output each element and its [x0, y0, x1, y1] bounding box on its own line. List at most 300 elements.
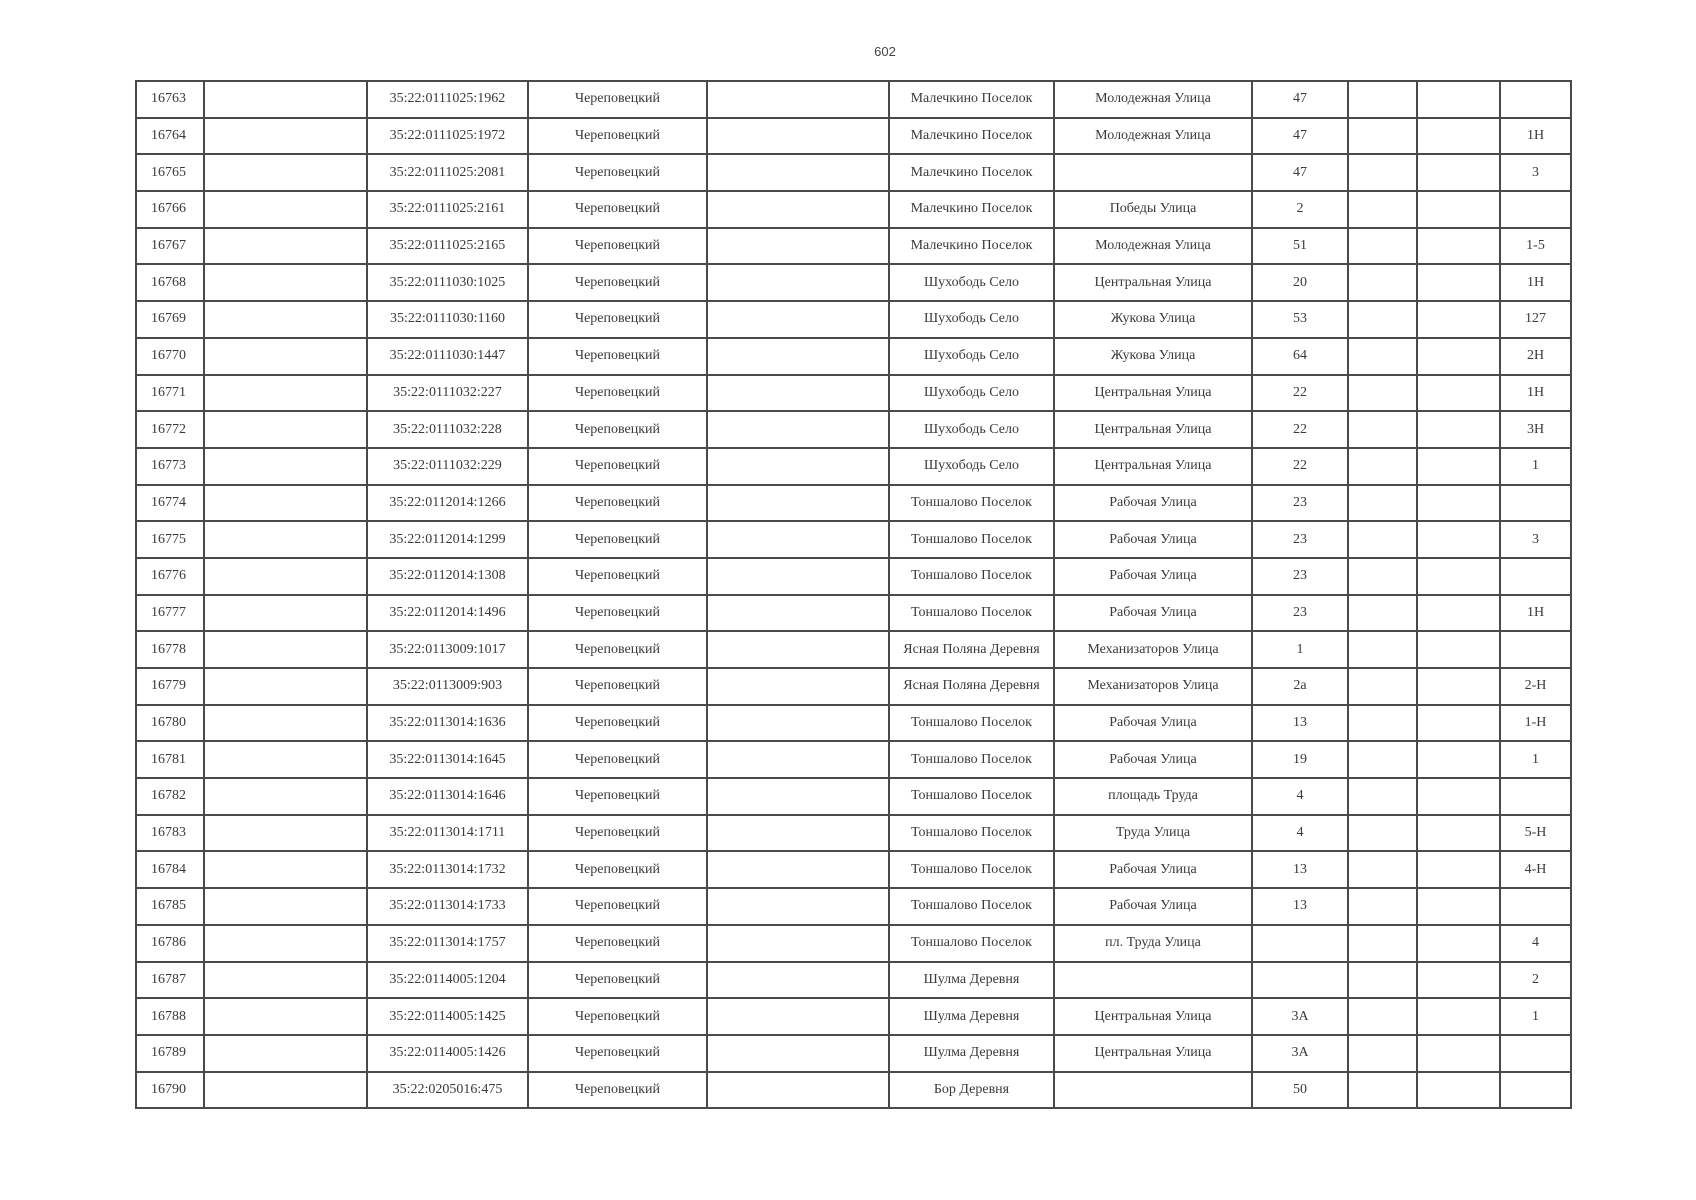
street-cell: Рабочая Улица — [1054, 888, 1252, 925]
house-number-cell: 53 — [1252, 301, 1348, 338]
house-number-cell — [1252, 925, 1348, 962]
table-row — [136, 264, 1571, 301]
empty-cell-5 — [707, 448, 889, 485]
house-number-cell — [1252, 962, 1348, 999]
cadastral-number-cell: 35:22:0113014:1711 — [367, 815, 528, 852]
empty-cell-2 — [204, 264, 367, 301]
record-number-cell: 16784 — [136, 851, 204, 888]
cadastral-number-cell: 35:22:0111025:2161 — [367, 191, 528, 228]
empty-cell-9 — [1348, 228, 1417, 265]
empty-cell-5 — [707, 154, 889, 191]
district-cell: Череповецкий — [528, 741, 707, 778]
empty-cell-9 — [1348, 1035, 1417, 1072]
cadastral-number-cell: 35:22:0111025:1972 — [367, 118, 528, 155]
apartment-cell — [1500, 191, 1571, 228]
empty-cell-5 — [707, 301, 889, 338]
street-cell: Центральная Улица — [1054, 1035, 1252, 1072]
empty-cell-9 — [1348, 778, 1417, 815]
empty-cell-2 — [204, 191, 367, 228]
empty-cell-5 — [707, 998, 889, 1035]
empty-cell-2 — [204, 154, 367, 191]
district-cell: Череповецкий — [528, 118, 707, 155]
district-cell: Череповецкий — [528, 815, 707, 852]
house-number-cell: 22 — [1252, 411, 1348, 448]
table-row — [136, 154, 1571, 191]
table-row — [136, 1072, 1571, 1109]
record-number-cell: 16771 — [136, 375, 204, 412]
cadastral-number-cell: 35:22:0112014:1299 — [367, 521, 528, 558]
table-row — [136, 228, 1571, 265]
district-cell: Череповецкий — [528, 925, 707, 962]
house-number-cell: 50 — [1252, 1072, 1348, 1109]
empty-cell-10 — [1417, 1072, 1500, 1109]
district-cell: Череповецкий — [528, 668, 707, 705]
empty-cell-9 — [1348, 485, 1417, 522]
empty-cell-10 — [1417, 448, 1500, 485]
street-cell — [1054, 154, 1252, 191]
apartment-cell — [1500, 1072, 1571, 1109]
empty-cell-2 — [204, 81, 367, 118]
empty-cell-9 — [1348, 668, 1417, 705]
house-number-cell: 4 — [1252, 815, 1348, 852]
empty-cell-5 — [707, 888, 889, 925]
cadastral-number-cell: 35:22:0113009:1017 — [367, 631, 528, 668]
empty-cell-5 — [707, 264, 889, 301]
settlement-cell: Шухободь Село — [889, 301, 1054, 338]
empty-cell-9 — [1348, 998, 1417, 1035]
cadastral-number-cell: 35:22:0112014:1266 — [367, 485, 528, 522]
district-cell: Череповецкий — [528, 1035, 707, 1072]
street-cell — [1054, 1072, 1252, 1109]
district-cell: Череповецкий — [528, 962, 707, 999]
street-cell: Победы Улица — [1054, 191, 1252, 228]
house-number-cell: 2 — [1252, 191, 1348, 228]
settlement-cell: Тоншалово Поселок — [889, 705, 1054, 742]
settlement-cell: Шулма Деревня — [889, 962, 1054, 999]
district-cell: Череповецкий — [528, 301, 707, 338]
empty-cell-10 — [1417, 631, 1500, 668]
apartment-cell: 2-Н — [1500, 668, 1571, 705]
record-number-cell: 16764 — [136, 118, 204, 155]
empty-cell-10 — [1417, 228, 1500, 265]
empty-cell-9 — [1348, 741, 1417, 778]
settlement-cell: Тоншалово Поселок — [889, 558, 1054, 595]
table-row — [136, 778, 1571, 815]
apartment-cell: 1 — [1500, 741, 1571, 778]
empty-cell-9 — [1348, 925, 1417, 962]
house-number-cell: 20 — [1252, 264, 1348, 301]
empty-cell-2 — [204, 851, 367, 888]
cadastral-number-cell: 35:22:0111032:229 — [367, 448, 528, 485]
empty-cell-10 — [1417, 888, 1500, 925]
empty-cell-2 — [204, 595, 367, 632]
table-row — [136, 998, 1571, 1035]
settlement-cell: Шухободь Село — [889, 375, 1054, 412]
empty-cell-9 — [1348, 558, 1417, 595]
street-cell: площадь Труда — [1054, 778, 1252, 815]
settlement-cell: Тоншалово Поселок — [889, 815, 1054, 852]
empty-cell-2 — [204, 485, 367, 522]
empty-cell-2 — [204, 301, 367, 338]
empty-cell-5 — [707, 191, 889, 228]
table-row — [136, 118, 1571, 155]
record-number-cell: 16777 — [136, 595, 204, 632]
record-number-cell: 16783 — [136, 815, 204, 852]
record-number-cell: 16781 — [136, 741, 204, 778]
apartment-cell — [1500, 558, 1571, 595]
empty-cell-9 — [1348, 448, 1417, 485]
registry-body — [136, 81, 1571, 1108]
record-number-cell: 16786 — [136, 925, 204, 962]
empty-cell-9 — [1348, 411, 1417, 448]
street-cell: Центральная Улица — [1054, 264, 1252, 301]
empty-cell-2 — [204, 1035, 367, 1072]
cadastral-number-cell: 35:22:0111025:2165 — [367, 228, 528, 265]
cadastral-number-cell: 35:22:0113014:1757 — [367, 925, 528, 962]
house-number-cell: 4 — [1252, 778, 1348, 815]
empty-cell-9 — [1348, 705, 1417, 742]
district-cell: Череповецкий — [528, 558, 707, 595]
apartment-cell: 5-Н — [1500, 815, 1571, 852]
district-cell: Череповецкий — [528, 338, 707, 375]
apartment-cell: 1Н — [1500, 375, 1571, 412]
empty-cell-9 — [1348, 81, 1417, 118]
table-row — [136, 705, 1571, 742]
settlement-cell: Шухободь Село — [889, 264, 1054, 301]
house-number-cell: 22 — [1252, 448, 1348, 485]
district-cell: Череповецкий — [528, 81, 707, 118]
empty-cell-5 — [707, 375, 889, 412]
settlement-cell: Тоншалово Поселок — [889, 595, 1054, 632]
empty-cell-5 — [707, 521, 889, 558]
apartment-cell: 4-Н — [1500, 851, 1571, 888]
settlement-cell: Шухободь Село — [889, 338, 1054, 375]
empty-cell-5 — [707, 118, 889, 155]
apartment-cell: 4 — [1500, 925, 1571, 962]
house-number-cell: 13 — [1252, 851, 1348, 888]
empty-cell-10 — [1417, 118, 1500, 155]
settlement-cell: Малечкино Поселок — [889, 154, 1054, 191]
empty-cell-2 — [204, 558, 367, 595]
empty-cell-2 — [204, 375, 367, 412]
apartment-cell — [1500, 778, 1571, 815]
street-cell: Рабочая Улица — [1054, 741, 1252, 778]
settlement-cell: Шухободь Село — [889, 411, 1054, 448]
house-number-cell: 23 — [1252, 485, 1348, 522]
record-number-cell: 16779 — [136, 668, 204, 705]
empty-cell-2 — [204, 631, 367, 668]
cadastral-number-cell: 35:22:0114005:1425 — [367, 998, 528, 1035]
empty-cell-5 — [707, 558, 889, 595]
empty-cell-2 — [204, 228, 367, 265]
settlement-cell: Шулма Деревня — [889, 998, 1054, 1035]
street-cell: Молодежная Улица — [1054, 81, 1252, 118]
empty-cell-5 — [707, 925, 889, 962]
house-number-cell: 13 — [1252, 888, 1348, 925]
district-cell: Череповецкий — [528, 154, 707, 191]
table-row — [136, 851, 1571, 888]
empty-cell-10 — [1417, 521, 1500, 558]
table-row — [136, 631, 1571, 668]
table-row — [136, 301, 1571, 338]
table-row — [136, 191, 1571, 228]
street-cell — [1054, 962, 1252, 999]
empty-cell-10 — [1417, 264, 1500, 301]
apartment-cell: 3Н — [1500, 411, 1571, 448]
settlement-cell: Тоншалово Поселок — [889, 741, 1054, 778]
empty-cell-10 — [1417, 668, 1500, 705]
record-number-cell: 16776 — [136, 558, 204, 595]
record-number-cell: 16790 — [136, 1072, 204, 1109]
street-cell: Центральная Улица — [1054, 411, 1252, 448]
record-number-cell: 16780 — [136, 705, 204, 742]
street-cell: Рабочая Улица — [1054, 485, 1252, 522]
apartment-cell: 1Н — [1500, 264, 1571, 301]
district-cell: Череповецкий — [528, 595, 707, 632]
settlement-cell: Малечкино Поселок — [889, 228, 1054, 265]
cadastral-number-cell: 35:22:0113014:1733 — [367, 888, 528, 925]
district-cell: Череповецкий — [528, 521, 707, 558]
house-number-cell: 3А — [1252, 1035, 1348, 1072]
empty-cell-5 — [707, 962, 889, 999]
record-number-cell: 16767 — [136, 228, 204, 265]
empty-cell-9 — [1348, 1072, 1417, 1109]
record-number-cell: 16788 — [136, 998, 204, 1035]
street-cell: Жукова Улица — [1054, 301, 1252, 338]
apartment-cell — [1500, 888, 1571, 925]
record-number-cell: 16763 — [136, 81, 204, 118]
empty-cell-2 — [204, 778, 367, 815]
empty-cell-2 — [204, 815, 367, 852]
street-cell: пл. Труда Улица — [1054, 925, 1252, 962]
district-cell: Череповецкий — [528, 448, 707, 485]
house-number-cell: 51 — [1252, 228, 1348, 265]
district-cell: Череповецкий — [528, 705, 707, 742]
empty-cell-5 — [707, 1035, 889, 1072]
record-number-cell: 16785 — [136, 888, 204, 925]
street-cell: Механизаторов Улица — [1054, 631, 1252, 668]
empty-cell-2 — [204, 448, 367, 485]
cadastral-number-cell: 35:22:0111030:1447 — [367, 338, 528, 375]
settlement-cell: Тоншалово Поселок — [889, 925, 1054, 962]
apartment-cell: 1-Н — [1500, 705, 1571, 742]
cadastral-number-cell: 35:22:0113014:1646 — [367, 778, 528, 815]
record-number-cell: 16773 — [136, 448, 204, 485]
cadastral-number-cell: 35:22:0111025:2081 — [367, 154, 528, 191]
apartment-cell — [1500, 485, 1571, 522]
house-number-cell: 23 — [1252, 558, 1348, 595]
district-cell: Череповецкий — [528, 998, 707, 1035]
record-number-cell: 16765 — [136, 154, 204, 191]
table-row — [136, 888, 1571, 925]
empty-cell-10 — [1417, 741, 1500, 778]
table-row — [136, 448, 1571, 485]
apartment-cell: 1-5 — [1500, 228, 1571, 265]
empty-cell-9 — [1348, 301, 1417, 338]
empty-cell-2 — [204, 705, 367, 742]
street-cell: Молодежная Улица — [1054, 228, 1252, 265]
street-cell: Центральная Улица — [1054, 448, 1252, 485]
table-row — [136, 962, 1571, 999]
table-row — [136, 1035, 1571, 1072]
empty-cell-9 — [1348, 264, 1417, 301]
record-number-cell: 16772 — [136, 411, 204, 448]
empty-cell-10 — [1417, 705, 1500, 742]
empty-cell-5 — [707, 595, 889, 632]
apartment-cell: 3 — [1500, 154, 1571, 191]
cadastral-number-cell: 35:22:0113009:903 — [367, 668, 528, 705]
empty-cell-10 — [1417, 558, 1500, 595]
empty-cell-9 — [1348, 631, 1417, 668]
settlement-cell: Малечкино Поселок — [889, 191, 1054, 228]
empty-cell-10 — [1417, 338, 1500, 375]
house-number-cell: 22 — [1252, 375, 1348, 412]
district-cell: Череповецкий — [528, 375, 707, 412]
empty-cell-5 — [707, 741, 889, 778]
empty-cell-9 — [1348, 118, 1417, 155]
empty-cell-2 — [204, 998, 367, 1035]
empty-cell-2 — [204, 1072, 367, 1109]
street-cell: Жукова Улица — [1054, 338, 1252, 375]
house-number-cell: 3А — [1252, 998, 1348, 1035]
empty-cell-10 — [1417, 778, 1500, 815]
district-cell: Череповецкий — [528, 485, 707, 522]
street-cell: Рабочая Улица — [1054, 521, 1252, 558]
table-row — [136, 595, 1571, 632]
record-number-cell: 16774 — [136, 485, 204, 522]
record-number-cell: 16768 — [136, 264, 204, 301]
apartment-cell: 1Н — [1500, 118, 1571, 155]
table-row — [136, 81, 1571, 118]
empty-cell-10 — [1417, 154, 1500, 191]
empty-cell-2 — [204, 741, 367, 778]
empty-cell-10 — [1417, 411, 1500, 448]
empty-cell-5 — [707, 228, 889, 265]
empty-cell-5 — [707, 778, 889, 815]
empty-cell-9 — [1348, 851, 1417, 888]
apartment-cell: 3 — [1500, 521, 1571, 558]
record-number-cell: 16789 — [136, 1035, 204, 1072]
empty-cell-9 — [1348, 191, 1417, 228]
empty-cell-5 — [707, 338, 889, 375]
empty-cell-10 — [1417, 925, 1500, 962]
empty-cell-2 — [204, 962, 367, 999]
empty-cell-9 — [1348, 888, 1417, 925]
district-cell: Череповецкий — [528, 888, 707, 925]
cadastral-number-cell: 35:22:0111030:1160 — [367, 301, 528, 338]
settlement-cell: Малечкино Поселок — [889, 81, 1054, 118]
street-cell: Рабочая Улица — [1054, 705, 1252, 742]
street-cell: Молодежная Улица — [1054, 118, 1252, 155]
apartment-cell: 2Н — [1500, 338, 1571, 375]
house-number-cell: 64 — [1252, 338, 1348, 375]
district-cell: Череповецкий — [528, 778, 707, 815]
settlement-cell: Бор Деревня — [889, 1072, 1054, 1109]
empty-cell-2 — [204, 521, 367, 558]
cadastral-number-cell: 35:22:0113014:1636 — [367, 705, 528, 742]
property-registry-table — [135, 80, 1572, 1109]
settlement-cell: Тоншалово Поселок — [889, 778, 1054, 815]
table-row — [136, 668, 1571, 705]
apartment-cell — [1500, 81, 1571, 118]
cadastral-number-cell: 35:22:0114005:1426 — [367, 1035, 528, 1072]
settlement-cell: Малечкино Поселок — [889, 118, 1054, 155]
house-number-cell: 47 — [1252, 81, 1348, 118]
empty-cell-2 — [204, 411, 367, 448]
empty-cell-5 — [707, 705, 889, 742]
table-row — [136, 558, 1571, 595]
empty-cell-2 — [204, 338, 367, 375]
empty-cell-9 — [1348, 521, 1417, 558]
empty-cell-5 — [707, 668, 889, 705]
street-cell: Рабочая Улица — [1054, 595, 1252, 632]
record-number-cell: 16769 — [136, 301, 204, 338]
empty-cell-10 — [1417, 595, 1500, 632]
empty-cell-5 — [707, 485, 889, 522]
empty-cell-10 — [1417, 851, 1500, 888]
empty-cell-10 — [1417, 815, 1500, 852]
empty-cell-5 — [707, 81, 889, 118]
empty-cell-2 — [204, 668, 367, 705]
house-number-cell: 47 — [1252, 118, 1348, 155]
record-number-cell: 16770 — [136, 338, 204, 375]
table-row — [136, 411, 1571, 448]
table-row — [136, 521, 1571, 558]
settlement-cell: Тоншалово Поселок — [889, 485, 1054, 522]
empty-cell-2 — [204, 118, 367, 155]
apartment-cell — [1500, 631, 1571, 668]
cadastral-number-cell: 35:22:0111030:1025 — [367, 264, 528, 301]
empty-cell-10 — [1417, 81, 1500, 118]
empty-cell-5 — [707, 815, 889, 852]
cadastral-number-cell: 35:22:0111025:1962 — [367, 81, 528, 118]
table-row — [136, 375, 1571, 412]
district-cell: Череповецкий — [528, 264, 707, 301]
house-number-cell: 2а — [1252, 668, 1348, 705]
district-cell: Череповецкий — [528, 191, 707, 228]
empty-cell-2 — [204, 925, 367, 962]
house-number-cell: 19 — [1252, 741, 1348, 778]
house-number-cell: 13 — [1252, 705, 1348, 742]
cadastral-number-cell: 35:22:0205016:475 — [367, 1072, 528, 1109]
house-number-cell: 23 — [1252, 595, 1348, 632]
table-row — [136, 925, 1571, 962]
table-row — [136, 815, 1571, 852]
empty-cell-10 — [1417, 191, 1500, 228]
settlement-cell: Ясная Поляна Деревня — [889, 668, 1054, 705]
apartment-cell: 127 — [1500, 301, 1571, 338]
district-cell: Череповецкий — [528, 851, 707, 888]
empty-cell-10 — [1417, 375, 1500, 412]
street-cell: Рабочая Улица — [1054, 851, 1252, 888]
settlement-cell: Шухободь Село — [889, 448, 1054, 485]
empty-cell-10 — [1417, 485, 1500, 522]
empty-cell-5 — [707, 411, 889, 448]
apartment-cell: 1 — [1500, 448, 1571, 485]
cadastral-number-cell: 35:22:0112014:1308 — [367, 558, 528, 595]
record-number-cell: 16775 — [136, 521, 204, 558]
record-number-cell: 16778 — [136, 631, 204, 668]
page-number: 602 — [874, 44, 896, 59]
cadastral-number-cell: 35:22:0112014:1496 — [367, 595, 528, 632]
apartment-cell — [1500, 1035, 1571, 1072]
apartment-cell: 1Н — [1500, 595, 1571, 632]
empty-cell-5 — [707, 851, 889, 888]
cadastral-number-cell: 35:22:0111032:228 — [367, 411, 528, 448]
record-number-cell: 16782 — [136, 778, 204, 815]
empty-cell-10 — [1417, 962, 1500, 999]
settlement-cell: Ясная Поляна Деревня — [889, 631, 1054, 668]
